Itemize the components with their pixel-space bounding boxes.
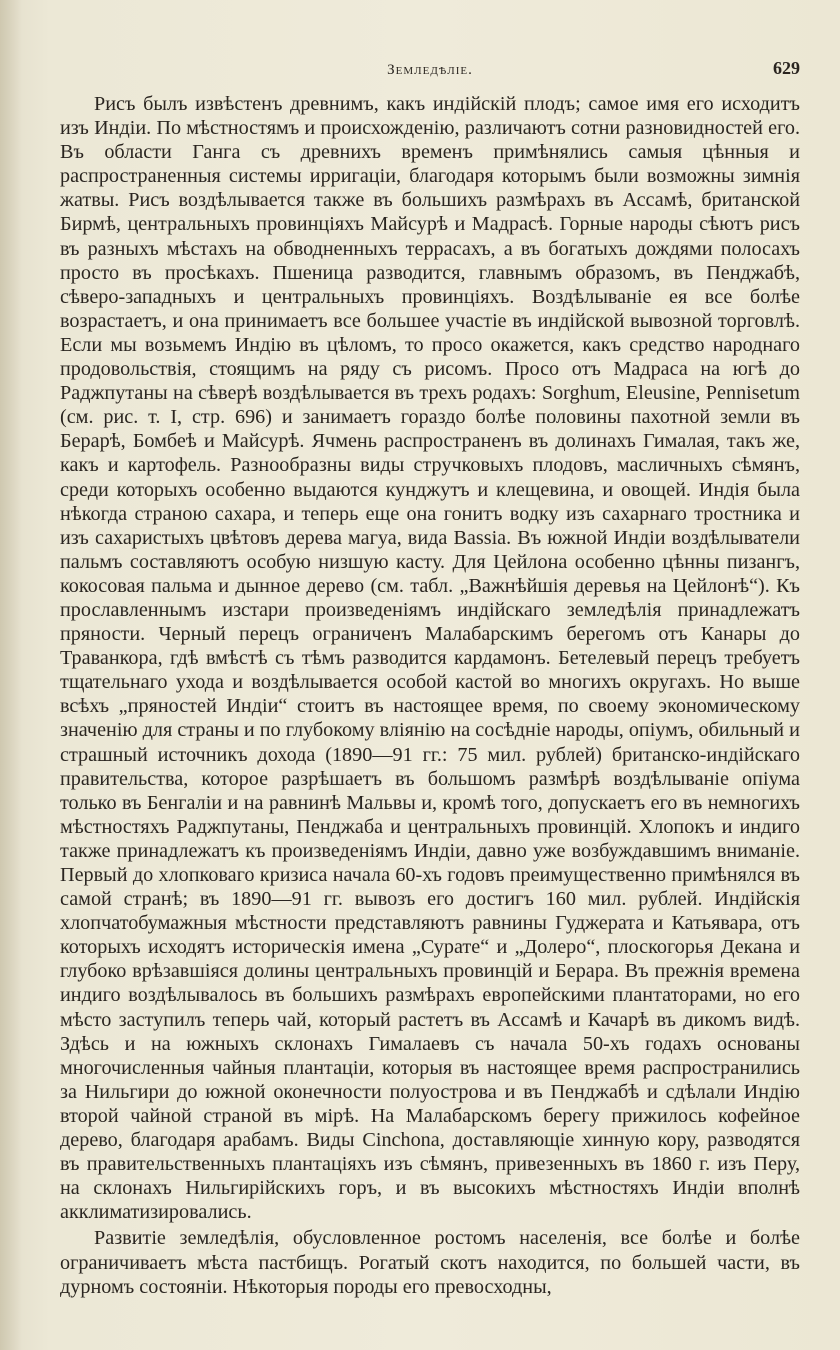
body-text — [60, 92, 800, 1299]
paragraph: Рисъ былъ извѣстенъ древнимъ, какъ индійскій плодъ; самое имя его исходитъ изъ Индіи. По мѣстностямъ и происхожденію, различаютъ сотни разновидностей его. Въ области Ганга съ древнихъ временъ примѣнялись самыя цѣнныя и распространенныя системы ирригаціи, благодаря которымъ были возможны зимнія жатвы. Рисъ воздѣлывается также въ большихъ размѣрахъ въ Ассамѣ, британской Бирмѣ, центральныхъ провинціяхъ Майсурѣ и Мадрасѣ. Горные народы сѣютъ рисъ въ разныхъ мѣстахъ на обводненныхъ террасахъ, а въ богатыхъ дождями полосахъ просто въ просѣкахъ. Пшеница разводится, главнымъ образомъ, въ Пенджабѣ, сѣверо-западныхъ и центральныхъ провинціяхъ. Воздѣлываніе ея все болѣе возрастаетъ, и она принимаетъ все большее участіе въ индійской вывозной торговлѣ. Если мы возьмемъ Индію въ цѣломъ, то просо окажется, какъ средство народнаго продовольствія, стоящимъ на ряду съ рисомъ. Просо отъ Мадраса на югѣ до Раджпутаны на сѣверѣ воздѣлывается въ трехъ родахъ: Sorghum, Eleusine, Pennisetum (см. рис. т. I, стр. 696) и занимаетъ гораздо болѣе половины пахотной земли въ Берарѣ, Бомбеѣ и Майсурѣ. Ячмень распространенъ въ долинахъ Гималая, такъ же, какъ и картофель. Разнообразны виды стручковыхъ плодовъ, масличныхъ сѣмянъ, среди которыхъ особенно выдаются кунджутъ и клещевина, и овощей. Индія была нѣкогда страною сахара, и теперь еще она гонитъ водку изъ сахарнаго тростника и изъ сахаристыхъ цвѣтовъ дерева магуа, вида Bassia. Въ южной Индіи воздѣлыватели пальмъ составляютъ особую низшую касту. Для Цейлона особенно цѣнны пизангъ, кокосовая пальма и дынное дерево (см. табл. „Важнѣйшія деревья на Цейлонѣ“). Къ прославленнымъ изстари произведеніямъ индійскаго земледѣлія принадлежатъ пряности. Черный перецъ ограниченъ Малабарскимъ берегомъ отъ Канары до Траванкора, гдѣ вмѣстѣ съ тѣмъ разводится кардамонъ. Бетелевый перецъ требуетъ тщательнаго ухода и воздѣлывается особой кастой во многихъ округахъ. Но выше всѣхъ „пряностей Индіи“ стоитъ въ настоящее время, по своему экономическому значенію для страны и по глубокому вліянію на сосѣдніе народы, опіумъ, обильный и страшный источникъ дохода (1890—91 гг.: 75 мил. рублей) британско-индійскаго правительства, которое разрѣшаетъ въ большомъ размѣрѣ воздѣлываніе опіума только въ Бенгаліи и на равнинѣ Мальвы и, кромѣ того, допускаетъ его въ немногихъ мѣстностяхъ Раджпутаны, Пенджаба и центральныхъ провинцій. Хлопокъ и индиго также принадлежатъ къ произведеніямъ Индіи, давно уже возбуждавшимъ вниманіе. Первый до хлопковаго кризиса начала 60-хъ годовъ преимущественно примѣнялся въ самой странѣ; въ 1890—91 гг. вывозъ его достигъ 160 мил. рублей. Индійскія хлопчатобумажныя мѣстности представляютъ равнины Гуджерата и Катьявара, отъ которыхъ исходятъ историческія имена „Сурате“ и „Долеро“, плоскогорья Декана и глубоко врѣзавшіяся долины центральныхъ провинцій и Берара. Въ прежнія времена индиго воздѣлывалось въ большихъ размѣрахъ европейскими плантаторами, но его мѣсто заступилъ теперь чай, который растетъ въ Ассамѣ и Качарѣ въ дикомъ видѣ. Здѣсь и на южныхъ склонахъ Гималаевъ съ начала 50-хъ годахъ основаны многочисленныя чайныя плантаціи, которыя въ настоящее время распространились за Нильгири до южной оконечности полуострова и въ Пенджабѣ и сдѣлали Индію второй чайной страной въ мірѣ. На Малабарскомъ берегу прижилось кофейное дерево, благодаря арабамъ. Виды Cinchona, доставляющіе хинную кору, разводятся въ правительственныхъ плантаціяхъ изъ сѣмянъ, привезенныхъ въ 1860 г. изъ Перу, на склонахъ Нильгирійскихъ горъ, и въ высокихъ мѣстностяхъ Индіи вполнѣ акклиматизировались. — [60, 93, 800, 1224]
running-title: Земледѣліе. — [387, 62, 473, 78]
page-gutter-shadow — [0, 0, 22, 1350]
page-header — [60, 58, 800, 84]
page-number: 629 — [773, 58, 800, 78]
paragraph: Развитіе земледѣлія, обусловленное ростомъ населенія, все болѣе и болѣе ограничиваетъ мѣста пастбищъ. Рогатый скотъ находится, по большей части, въ дурномъ состояніи. Нѣкоторыя породы его превосходны, — [60, 1227, 800, 1298]
